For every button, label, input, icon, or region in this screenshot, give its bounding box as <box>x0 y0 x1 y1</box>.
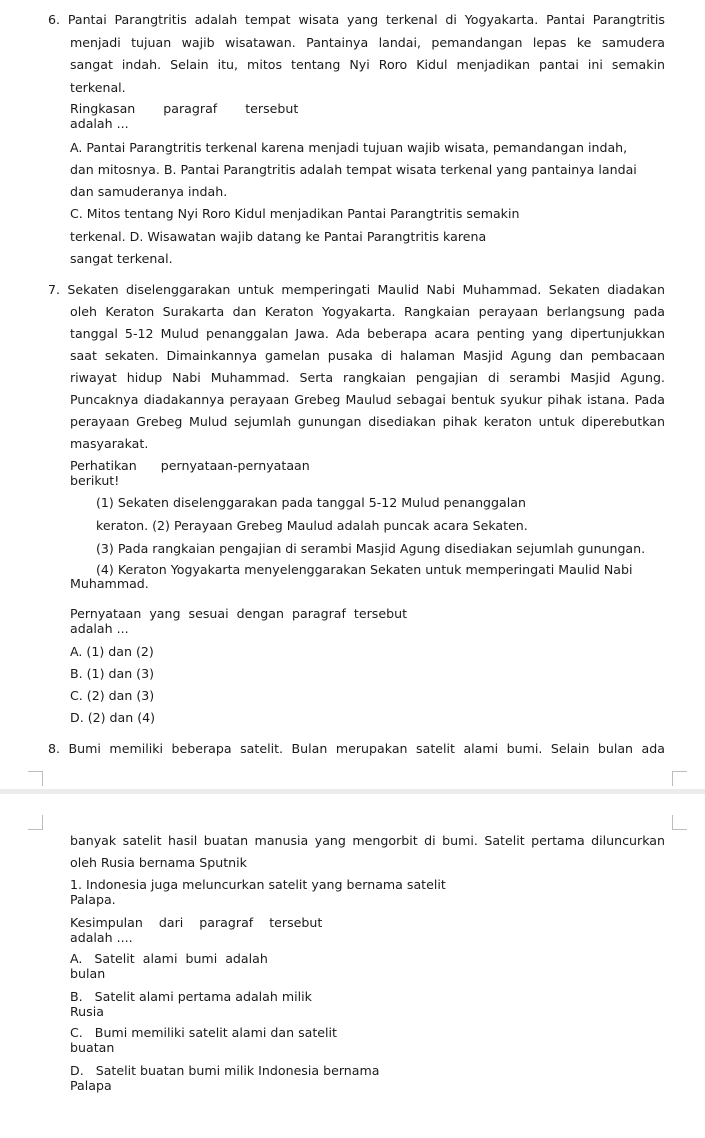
crop-mark-top-left <box>28 771 43 786</box>
q7-paragraph-line: 7. Sekaten diselenggarakan untuk memperingati Maulid Nabi Muhammad. Sekaten diadakan <box>48 282 665 297</box>
q6-option-line[interactable]: dan mitosnya. B. Pantai Parangtritis adalah tempat wisata terkenal yang pantainya landai <box>70 162 637 177</box>
q6-option-line[interactable]: A. Pantai Parangtritis terkenal karena menjadi tujuan wajib wisata, pemandangan indah, <box>70 140 628 155</box>
q7-statement-line: Muhammad. <box>70 576 149 591</box>
q8-paragraph-line: Palapa. <box>70 892 116 907</box>
q7-statement-line: (4) Keraton Yogyakarta menyelenggarakan Sekaten untuk memperingati Maulid Nabi <box>96 562 633 577</box>
q7-statement-line: (1) Sekaten diselenggarakan pada tanggal 5-12 Mulud penanggalan <box>96 495 526 510</box>
q6-question-line: Ringkasan paragraf tersebut <box>70 101 299 116</box>
q7-paragraph-line: Puncaknya diadakannya perayaan Grebeg Maulud sebagai bentuk syukur pihak istana. Pada <box>70 392 665 407</box>
q8-option-d-cont[interactable]: Palapa <box>70 1078 112 1093</box>
q7-paragraph-line: riwayat hidup Nabi Muhammad. Serta rangkaian pengajian di serambi Masjid Agung. <box>70 370 665 385</box>
q6-question-line: adalah ... <box>70 116 129 131</box>
q6-paragraph-line: menjadi tujuan wajib wisatawan. Pantainya landai, pemandangan lepas ke samudera <box>70 35 665 50</box>
page-separator <box>0 789 705 794</box>
q7-paragraph-line: tanggal 5-12 Mulud penanggalan Jawa. Ada beberapa acara penting yang dipertunjukkan <box>70 326 665 341</box>
crop-mark-bottom-right <box>672 815 687 830</box>
q8-option-a-cont[interactable]: bulan <box>70 966 106 981</box>
crop-mark-bottom-left <box>28 815 43 830</box>
q7-paragraph-line: oleh Keraton Surakarta dan Keraton Yogyakarta. Rangkaian perayaan berlangsung pada <box>70 304 665 319</box>
q7-paragraph-line: saat sekaten. Dimainkannya gamelan pusaka di halaman Masjid Agung dan pembacaan <box>70 348 665 363</box>
q7-question-line: adalah ... <box>70 621 129 636</box>
q8-option-d[interactable]: D. Satelit buatan bumi milik Indonesia bernama <box>70 1063 380 1078</box>
q7-paragraph-line: perayaan Grebeg Mulud sejumlah gunungan disediakan pihak keraton untuk diperebutkan <box>70 414 665 429</box>
q7-option[interactable]: C. (2) dan (3) <box>70 688 155 703</box>
q7-option[interactable]: B. (1) dan (3) <box>70 666 155 681</box>
q6-option-line[interactable]: terkenal. D. Wisawatan wajib datang ke Pantai Parangtritis karena <box>70 229 487 244</box>
q8-paragraph-line: oleh Rusia bernama Sputnik <box>70 855 247 870</box>
q7-option[interactable]: A. (1) dan (2) <box>70 644 154 659</box>
q8-option-c[interactable]: C. Bumi memiliki satelit alami dan satelit <box>70 1025 337 1040</box>
q6-option-line[interactable]: dan samuderanya indah. <box>70 184 228 199</box>
q8-paragraph-line: banyak satelit hasil buatan manusia yang mengorbit di bumi. Satelit pertama diluncurkan <box>70 833 665 848</box>
q7-paragraph-line: masyarakat. <box>70 436 149 451</box>
q7-instruction-line: Perhatikan pernyataan-pernyataan <box>70 458 310 473</box>
q6-option-line[interactable]: sangat terkenal. <box>70 251 173 266</box>
q8-question-line: Kesimpulan dari paragraf tersebut <box>70 915 323 930</box>
q6-paragraph-line: sangat indah. Selain itu, mitos tentang Nyi Roro Kidul menjadikan pantai ini semakin <box>70 57 665 72</box>
q8-paragraph-line: 1. Indonesia juga meluncurkan satelit yang bernama satelit <box>70 877 446 892</box>
q7-statement-line: keraton. (2) Perayaan Grebeg Maulud adalah puncak acara Sekaten. <box>96 518 528 533</box>
q7-statement-line: (3) Pada rangkaian pengajian di serambi Masjid Agung disediakan sejumlah gunungan. <box>96 541 646 556</box>
q6-paragraph-line: terkenal. <box>70 80 126 95</box>
q7-question-line: Pernyataan yang sesuai dengan paragraf tersebut <box>70 606 408 621</box>
q8-first-line: 8. Bumi memiliki beberapa satelit. Bulan merupakan satelit alami bumi. Selain bulan ada <box>48 741 665 756</box>
q6-option-line[interactable]: C. Mitos tentang Nyi Roro Kidul menjadikan Pantai Parangtritis semakin <box>70 206 520 221</box>
q8-option-c-cont[interactable]: buatan <box>70 1040 115 1055</box>
q7-option[interactable]: D. (2) dan (4) <box>70 710 156 725</box>
crop-mark-top-right <box>672 771 687 786</box>
q8-option-b[interactable]: B. Satelit alami pertama adalah milik <box>70 989 312 1004</box>
q6-paragraph-line: 6. Pantai Parangtritis adalah tempat wisata yang terkenal di Yogyakarta. Pantai Parangtritis <box>48 12 665 27</box>
q8-question-line: adalah .... <box>70 930 133 945</box>
q8-option-a[interactable]: A. Satelit alami bumi adalah <box>70 951 268 966</box>
q7-instruction-line: berikut! <box>70 473 120 488</box>
q8-option-b-cont[interactable]: Rusia <box>70 1004 104 1019</box>
